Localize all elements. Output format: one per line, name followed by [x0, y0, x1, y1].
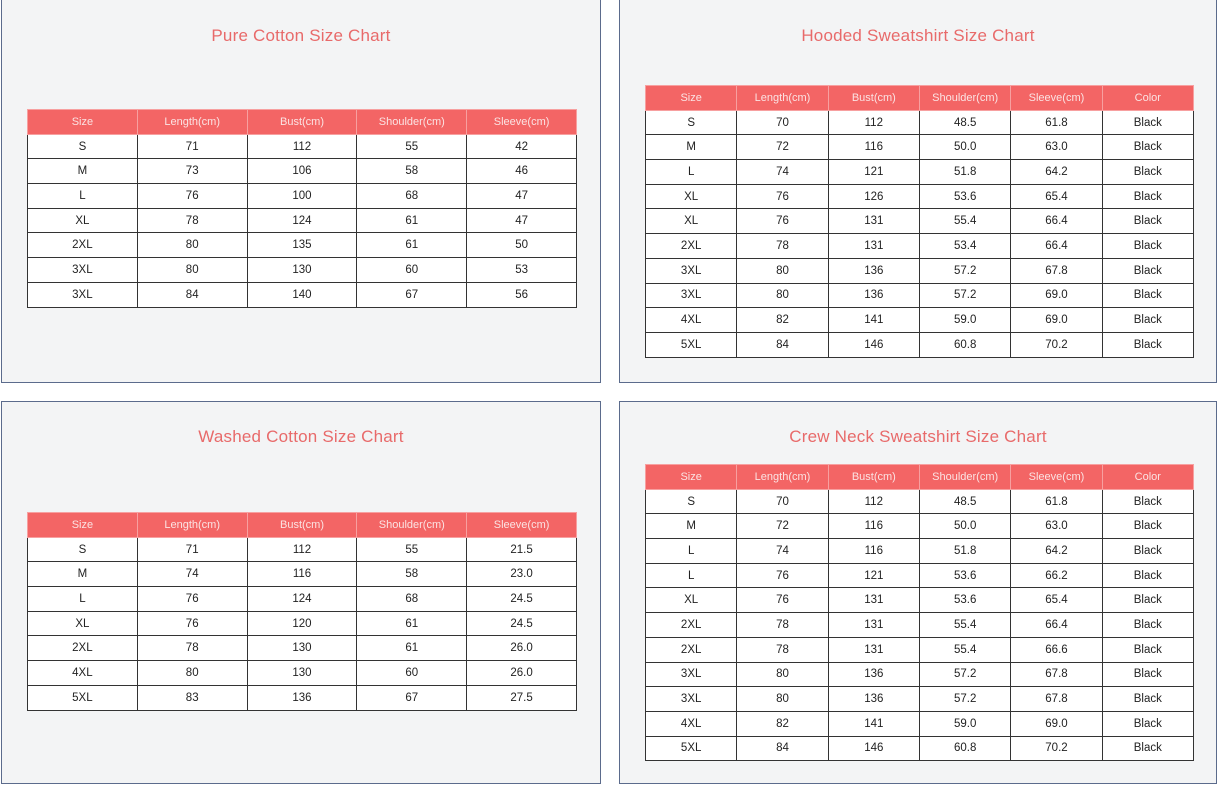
- table-cell: L: [646, 539, 737, 564]
- table-cell: 76: [137, 184, 247, 209]
- table-cell: 136: [828, 687, 919, 712]
- table-cell: 5XL: [646, 736, 737, 761]
- table-cell: 74: [137, 562, 247, 587]
- table-row: [646, 184, 1194, 209]
- chart-title: Pure Cotton Size Chart: [211, 26, 391, 45]
- table-cell: 60: [357, 661, 467, 686]
- table-cell: 63.0: [1011, 135, 1102, 160]
- table-cell: 112: [247, 134, 357, 159]
- table-cell: 76: [737, 209, 828, 234]
- table-cell: 47: [467, 208, 577, 233]
- pure-cotton-panel: [1, 0, 601, 383]
- table-cell: 136: [247, 685, 357, 710]
- table-cell: L: [28, 587, 138, 612]
- table-cell: S: [646, 110, 737, 135]
- table-cell: 70.2: [1011, 332, 1102, 357]
- table-cell: 60.8: [919, 332, 1010, 357]
- table-cell: 141: [828, 711, 919, 736]
- table-cell: 2XL: [646, 637, 737, 662]
- table-cell: 53.4: [919, 234, 1010, 259]
- table-cell: 57.2: [919, 687, 1010, 712]
- table-cell: 42: [467, 134, 577, 159]
- table-cell: XL: [646, 588, 737, 613]
- column-header: Shoulder(cm): [357, 110, 467, 135]
- table-cell: 59.0: [919, 711, 1010, 736]
- table-cell: 73: [137, 159, 247, 184]
- table-cell: 112: [247, 537, 357, 562]
- column-header: Sleeve(cm): [467, 110, 577, 135]
- table-cell: 67: [357, 282, 467, 307]
- table-cell: Black: [1102, 308, 1193, 333]
- table-cell: 67: [357, 685, 467, 710]
- table-cell: 116: [828, 514, 919, 539]
- table-cell: 5XL: [646, 332, 737, 357]
- table-row: [28, 611, 577, 636]
- table-cell: 82: [737, 711, 828, 736]
- table-cell: 65.4: [1011, 588, 1102, 613]
- table-cell: 26.0: [467, 661, 577, 686]
- column-header: Size: [646, 86, 737, 111]
- table-cell: 76: [137, 587, 247, 612]
- table-cell: 55.4: [919, 637, 1010, 662]
- chart-title: Washed Cotton Size Chart: [198, 427, 404, 446]
- column-header: Bust(cm): [247, 110, 357, 135]
- table-cell: 67.8: [1011, 258, 1102, 283]
- size-table: [27, 512, 577, 711]
- table-cell: 71: [137, 134, 247, 159]
- table-cell: 57.2: [919, 662, 1010, 687]
- table-cell: 68: [357, 587, 467, 612]
- table-cell: XL: [28, 208, 138, 233]
- table-row: [646, 613, 1194, 638]
- table-cell: 66.4: [1011, 209, 1102, 234]
- table-row: [28, 636, 577, 661]
- column-header: Length(cm): [737, 86, 828, 111]
- table-cell: 69.0: [1011, 308, 1102, 333]
- table-cell: 3XL: [28, 258, 138, 283]
- table-cell: 5XL: [28, 685, 138, 710]
- table-cell: 76: [737, 184, 828, 209]
- table-cell: 84: [737, 332, 828, 357]
- table-cell: 131: [828, 637, 919, 662]
- table-cell: 130: [247, 661, 357, 686]
- table-cell: XL: [28, 611, 138, 636]
- table-cell: 78: [137, 208, 247, 233]
- table-row: [28, 587, 577, 612]
- table-row: [28, 208, 577, 233]
- table-cell: 26.0: [467, 636, 577, 661]
- table-cell: 53.6: [919, 563, 1010, 588]
- table-cell: 55.4: [919, 209, 1010, 234]
- size-table: [645, 85, 1194, 358]
- table-cell: S: [646, 489, 737, 514]
- table-cell: 4XL: [646, 711, 737, 736]
- table-row: [646, 539, 1194, 564]
- table-cell: 55.4: [919, 613, 1010, 638]
- table-row: [646, 662, 1194, 687]
- table-cell: 53.6: [919, 184, 1010, 209]
- header-row: [646, 465, 1194, 490]
- table-row: [28, 562, 577, 587]
- table-cell: Black: [1102, 110, 1193, 135]
- table-row: [646, 588, 1194, 613]
- table-cell: Black: [1102, 637, 1193, 662]
- table-cell: Black: [1102, 135, 1193, 160]
- table-cell: 131: [828, 588, 919, 613]
- table-row: [646, 283, 1194, 308]
- table-cell: 80: [737, 258, 828, 283]
- chart-title: Hooded Sweatshirt Size Chart: [801, 26, 1035, 45]
- table-cell: 66.4: [1011, 234, 1102, 259]
- table-row: [646, 160, 1194, 185]
- column-header: Sleeve(cm): [1011, 465, 1102, 490]
- table-cell: 80: [737, 283, 828, 308]
- table-cell: 83: [137, 685, 247, 710]
- table-cell: XL: [646, 184, 737, 209]
- table-cell: 58: [357, 562, 467, 587]
- table-row: [28, 159, 577, 184]
- column-header: Color: [1102, 465, 1193, 490]
- header-row: [28, 110, 577, 135]
- table-cell: 3XL: [28, 282, 138, 307]
- column-header: Size: [28, 513, 138, 538]
- table-cell: 70: [737, 489, 828, 514]
- column-header: Length(cm): [137, 513, 247, 538]
- table-cell: 126: [828, 184, 919, 209]
- table-cell: 140: [247, 282, 357, 307]
- washed-cotton-panel: [1, 401, 601, 784]
- table-cell: 131: [828, 613, 919, 638]
- table-row: [646, 687, 1194, 712]
- table-cell: 82: [737, 308, 828, 333]
- column-header: Size: [646, 465, 737, 490]
- table-cell: 66.2: [1011, 563, 1102, 588]
- size-table: [27, 109, 577, 308]
- table-cell: Black: [1102, 258, 1193, 283]
- table-cell: XL: [646, 209, 737, 234]
- table-cell: 58: [357, 159, 467, 184]
- table-cell: Black: [1102, 613, 1193, 638]
- table-cell: Black: [1102, 489, 1193, 514]
- table-cell: 116: [247, 562, 357, 587]
- table-cell: Black: [1102, 234, 1193, 259]
- table-cell: 4XL: [28, 661, 138, 686]
- table-cell: S: [28, 134, 138, 159]
- table-cell: 84: [737, 736, 828, 761]
- table-cell: L: [646, 563, 737, 588]
- table-cell: 27.5: [467, 685, 577, 710]
- table-cell: 67.8: [1011, 687, 1102, 712]
- table-cell: Black: [1102, 687, 1193, 712]
- table-cell: 120: [247, 611, 357, 636]
- table-cell: 50.0: [919, 514, 1010, 539]
- column-header: Bust(cm): [828, 86, 919, 111]
- table-cell: 3XL: [646, 283, 737, 308]
- table-cell: 146: [828, 332, 919, 357]
- table-cell: 76: [737, 563, 828, 588]
- table-cell: 57.2: [919, 283, 1010, 308]
- table-cell: 48.5: [919, 110, 1010, 135]
- table-cell: 4XL: [646, 308, 737, 333]
- table-row: [646, 110, 1194, 135]
- crew-neck-sweatshirt-panel: [619, 401, 1217, 784]
- table-cell: 51.8: [919, 160, 1010, 185]
- table-row: [646, 332, 1194, 357]
- table-cell: 100: [247, 184, 357, 209]
- table-cell: 78: [137, 636, 247, 661]
- table-cell: 68: [357, 184, 467, 209]
- column-header: Color: [1102, 86, 1193, 111]
- table-cell: 3XL: [646, 662, 737, 687]
- table-cell: 116: [828, 135, 919, 160]
- table-cell: 61: [357, 611, 467, 636]
- table-cell: 2XL: [28, 233, 138, 258]
- table-cell: 141: [828, 308, 919, 333]
- table-cell: 70.2: [1011, 736, 1102, 761]
- table-cell: 84: [137, 282, 247, 307]
- table-cell: Black: [1102, 332, 1193, 357]
- table-cell: 2XL: [646, 234, 737, 259]
- table-cell: 131: [828, 234, 919, 259]
- table-row: [646, 736, 1194, 761]
- table-cell: 135: [247, 233, 357, 258]
- table-cell: 78: [737, 637, 828, 662]
- table-row: [646, 135, 1194, 160]
- table-cell: 64.2: [1011, 539, 1102, 564]
- column-header: Shoulder(cm): [919, 465, 1010, 490]
- table-cell: 76: [737, 588, 828, 613]
- table-cell: Black: [1102, 711, 1193, 736]
- table-cell: 71: [137, 537, 247, 562]
- table-row: [646, 489, 1194, 514]
- table-cell: 53: [467, 258, 577, 283]
- table-cell: 146: [828, 736, 919, 761]
- table-row: [28, 184, 577, 209]
- table-cell: 121: [828, 160, 919, 185]
- table-row: [28, 134, 577, 159]
- table-cell: 130: [247, 636, 357, 661]
- column-header: Bust(cm): [247, 513, 357, 538]
- table-cell: 48.5: [919, 489, 1010, 514]
- table-cell: 66.4: [1011, 613, 1102, 638]
- table-cell: Black: [1102, 514, 1193, 539]
- table-row: [646, 308, 1194, 333]
- table-cell: 66.6: [1011, 637, 1102, 662]
- table-cell: 61: [357, 208, 467, 233]
- table-cell: 60: [357, 258, 467, 283]
- table-cell: 59.0: [919, 308, 1010, 333]
- column-header: Bust(cm): [828, 465, 919, 490]
- table-cell: 78: [737, 234, 828, 259]
- table-cell: 124: [247, 208, 357, 233]
- column-header: Length(cm): [137, 110, 247, 135]
- table-cell: 69.0: [1011, 711, 1102, 736]
- table-cell: 24.5: [467, 611, 577, 636]
- table-cell: 80: [137, 661, 247, 686]
- table-cell: 47: [467, 184, 577, 209]
- table-row: [646, 563, 1194, 588]
- table-cell: 136: [828, 283, 919, 308]
- table-cell: 24.5: [467, 587, 577, 612]
- table-cell: 116: [828, 539, 919, 564]
- table-row: [646, 234, 1194, 259]
- table-cell: M: [646, 514, 737, 539]
- table-cell: 130: [247, 258, 357, 283]
- table-row: [646, 514, 1194, 539]
- table-cell: 80: [737, 687, 828, 712]
- table-cell: M: [646, 135, 737, 160]
- table-row: [28, 233, 577, 258]
- table-cell: 74: [737, 539, 828, 564]
- table-cell: 21.5: [467, 537, 577, 562]
- column-header: Size: [28, 110, 138, 135]
- table-row: [28, 661, 577, 686]
- table-cell: 69.0: [1011, 283, 1102, 308]
- table-cell: 106: [247, 159, 357, 184]
- header-row: [646, 86, 1194, 111]
- size-table: [645, 464, 1194, 761]
- table-row: [646, 711, 1194, 736]
- table-cell: 50: [467, 233, 577, 258]
- column-header: Sleeve(cm): [1011, 86, 1102, 111]
- table-cell: 64.2: [1011, 160, 1102, 185]
- table-row: [28, 685, 577, 710]
- table-cell: 112: [828, 489, 919, 514]
- table-cell: 124: [247, 587, 357, 612]
- table-cell: 50.0: [919, 135, 1010, 160]
- table-cell: Black: [1102, 184, 1193, 209]
- table-cell: 3XL: [646, 687, 737, 712]
- table-cell: 74: [737, 160, 828, 185]
- column-header: Shoulder(cm): [357, 513, 467, 538]
- table-cell: 57.2: [919, 258, 1010, 283]
- table-cell: 3XL: [646, 258, 737, 283]
- table-cell: L: [28, 184, 138, 209]
- table-cell: Black: [1102, 563, 1193, 588]
- column-header: Shoulder(cm): [919, 86, 1010, 111]
- table-cell: 46: [467, 159, 577, 184]
- table-row: [28, 258, 577, 283]
- table-row: [646, 637, 1194, 662]
- table-cell: Black: [1102, 209, 1193, 234]
- table-cell: 61.8: [1011, 489, 1102, 514]
- table-cell: 2XL: [28, 636, 138, 661]
- table-row: [646, 258, 1194, 283]
- table-cell: 61: [357, 233, 467, 258]
- table-cell: 76: [137, 611, 247, 636]
- table-cell: 70: [737, 110, 828, 135]
- table-row: [28, 282, 577, 307]
- table-cell: 56: [467, 282, 577, 307]
- table-cell: 67.8: [1011, 662, 1102, 687]
- table-cell: 53.6: [919, 588, 1010, 613]
- table-cell: 61.8: [1011, 110, 1102, 135]
- table-cell: Black: [1102, 588, 1193, 613]
- hooded-sweatshirt-panel: [619, 0, 1217, 383]
- table-cell: 80: [137, 233, 247, 258]
- table-cell: Black: [1102, 283, 1193, 308]
- chart-title: Crew Neck Sweatshirt Size Chart: [789, 427, 1047, 446]
- table-cell: 78: [737, 613, 828, 638]
- table-cell: Black: [1102, 160, 1193, 185]
- table-cell: 61: [357, 636, 467, 661]
- table-cell: 60.8: [919, 736, 1010, 761]
- table-cell: Black: [1102, 736, 1193, 761]
- table-cell: 72: [737, 135, 828, 160]
- table-cell: 2XL: [646, 613, 737, 638]
- table-cell: L: [646, 160, 737, 185]
- table-cell: 23.0: [467, 562, 577, 587]
- header-row: [28, 513, 577, 538]
- table-cell: M: [28, 562, 138, 587]
- table-row: [28, 537, 577, 562]
- table-cell: S: [28, 537, 138, 562]
- table-cell: Black: [1102, 539, 1193, 564]
- table-cell: 55: [357, 134, 467, 159]
- table-cell: 80: [137, 258, 247, 283]
- table-cell: 63.0: [1011, 514, 1102, 539]
- table-cell: 55: [357, 537, 467, 562]
- table-cell: M: [28, 159, 138, 184]
- column-header: Sleeve(cm): [467, 513, 577, 538]
- table-cell: 65.4: [1011, 184, 1102, 209]
- table-cell: 72: [737, 514, 828, 539]
- table-cell: 51.8: [919, 539, 1010, 564]
- column-header: Length(cm): [737, 465, 828, 490]
- table-row: [646, 209, 1194, 234]
- table-cell: 131: [828, 209, 919, 234]
- table-cell: 136: [828, 662, 919, 687]
- table-cell: 112: [828, 110, 919, 135]
- table-cell: 136: [828, 258, 919, 283]
- table-cell: Black: [1102, 662, 1193, 687]
- table-cell: 121: [828, 563, 919, 588]
- table-cell: 80: [737, 662, 828, 687]
